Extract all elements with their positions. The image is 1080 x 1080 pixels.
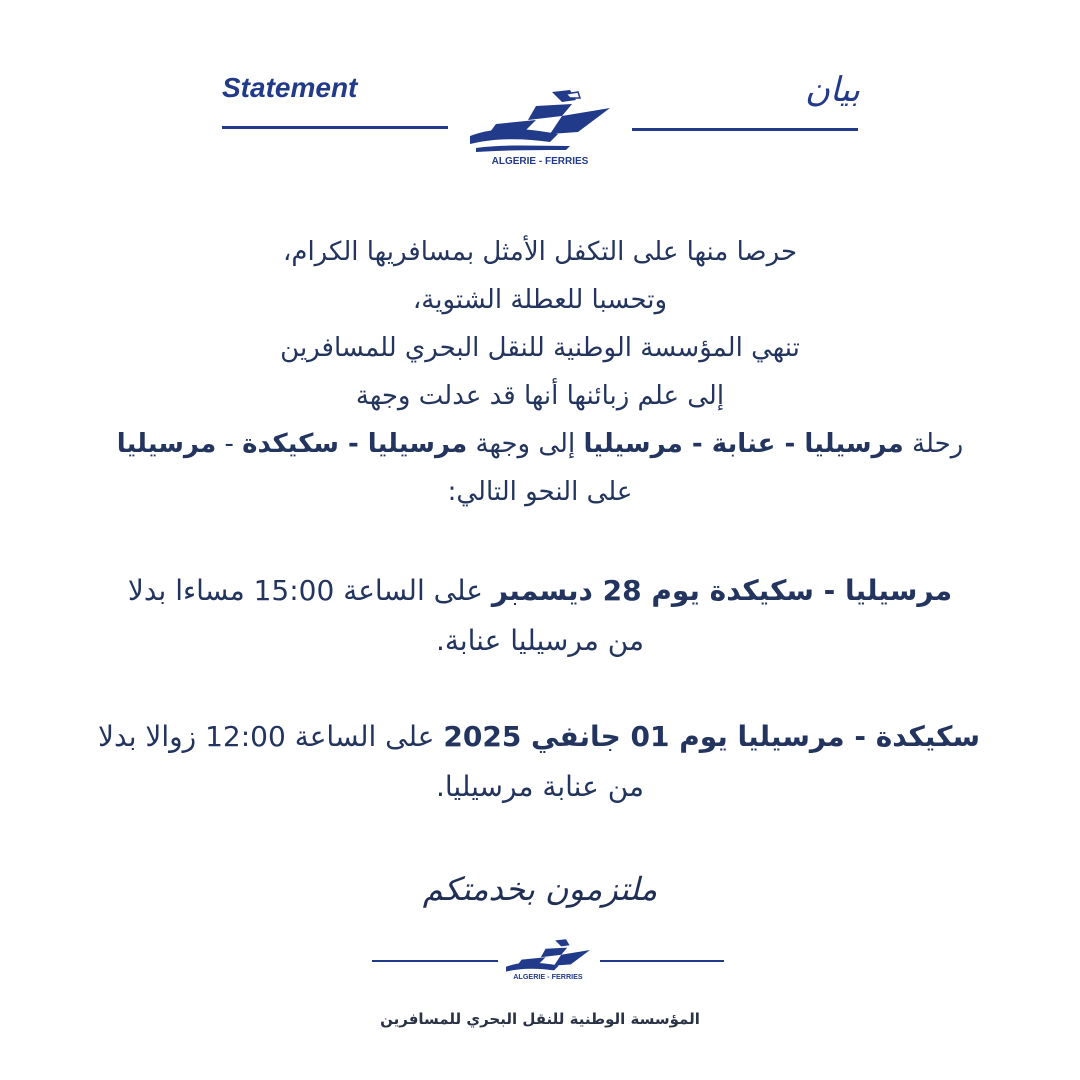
intro-line-3: تنهي المؤسسة الوطنية للنقل البحري للمسافرين — [280, 333, 800, 363]
algerie-ferries-logo — [466, 86, 614, 168]
footer-logo-wordmark: ALGERIE - FERRIES — [513, 971, 583, 980]
trip-1-paragraph — [100, 566, 980, 666]
slogan-signature: ملتزمون بخدمتكم — [422, 870, 658, 908]
intro-line-6: على النحو التالي: — [447, 477, 633, 507]
trip-1-instead: من مرسيليا عنابة. — [435, 624, 645, 657]
intro-line-4: إلى علم زبائنها أنها قد عدلت وجهة — [355, 381, 725, 411]
footer-divider-left — [372, 960, 498, 962]
ferry-icon — [506, 939, 590, 971]
trip-2-line-1 — [100, 712, 980, 762]
header-divider-right — [632, 128, 858, 131]
intro-paragraph — [100, 228, 980, 516]
trip-2-route-date: سكيكدة - مرسيليا يوم 01 جانفي 2025 — [443, 720, 980, 753]
route-separator: - — [216, 429, 243, 459]
footer-divider-right — [600, 960, 724, 962]
to-destination-text: إلى وجهة — [467, 429, 584, 459]
trip-2-instead: من عنابة مرسيليا. — [435, 770, 645, 803]
organization-name: المؤسسة الوطنية للنقل البحري للمسافرين — [380, 1010, 700, 1028]
title-arabic: بيان — [804, 70, 860, 110]
trip-2-paragraph — [100, 712, 980, 812]
ferry-icon — [470, 90, 610, 152]
title-english: Statement — [222, 72, 358, 103]
header-divider-left — [222, 126, 448, 129]
intro-line-2: وتحسبا للعطلة الشتوية، — [412, 285, 668, 315]
new-route: مرسيليا - سكيكدة — [242, 429, 468, 459]
trip-1-time: على الساعة 15:00 مساءا بدلا — [127, 574, 492, 607]
intro-line-1: حرصا منها على التكفل الأمثل بمسافريها الكرام، — [282, 237, 798, 267]
trip-1-route-date: مرسيليا - سكيكدة يوم 28 ديسمبر — [491, 574, 953, 607]
intro-line-5 — [100, 420, 980, 468]
trip-word: رحلة — [903, 429, 964, 459]
old-route: مرسيليا - عنابة - مرسيليا — [583, 429, 904, 459]
logo-wordmark: ALGERIE - FERRIES — [491, 156, 589, 167]
new-route-end: مرسيليا — [116, 429, 217, 459]
footer-logo — [503, 938, 593, 980]
trip-2-time: على الساعة 12:00 زوالا بدلا — [98, 720, 444, 753]
trip-1-line-1 — [100, 566, 980, 616]
